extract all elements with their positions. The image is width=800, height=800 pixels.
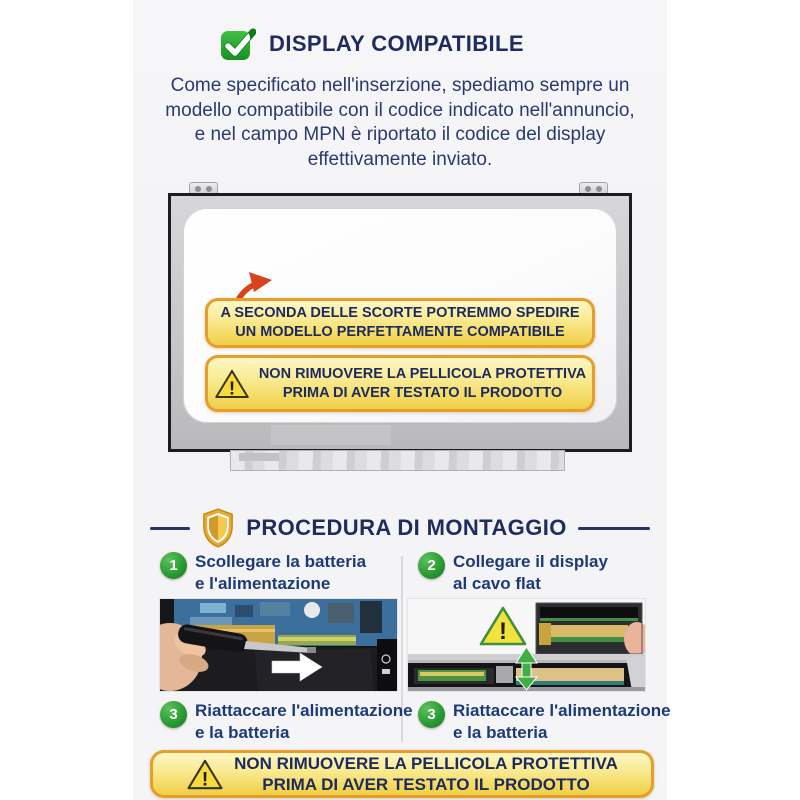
- step-text: [195, 700, 413, 744]
- step-line: al cavo flat: [453, 574, 541, 593]
- film-warning-text: [259, 365, 586, 403]
- warning-icon: [214, 368, 250, 400]
- shield-icon: [201, 508, 235, 548]
- film-warning-sticker: [205, 355, 595, 412]
- page-title: DISPLAY COMPATIBILE: [269, 31, 524, 56]
- banner-line: NON RIMUOVERE LA PELLICOLA PROTETTIVA: [234, 754, 618, 773]
- banner-line: PRIMA DI AVER TESTATO IL PRODOTTO: [262, 775, 590, 794]
- heading-rule-left: [150, 527, 190, 530]
- step-3-left: [160, 700, 413, 744]
- intro-line: modello compatibile con il codice indicato nell'annuncio,: [165, 99, 635, 121]
- stock-warning-text: [220, 304, 579, 342]
- check-icon: [220, 26, 256, 62]
- step-number-badge: 1: [160, 552, 187, 579]
- foil-strip: [230, 450, 565, 471]
- bezel-shading: [271, 425, 391, 445]
- photo-connect-flat-cable: [408, 599, 645, 691]
- footer-warning-text: [234, 753, 618, 795]
- photo-disconnect-battery: [160, 599, 397, 691]
- sticker-line: UN MODELLO PERFETTAMENTE COMPATIBILE: [235, 324, 565, 340]
- sticker-line: A SECONDA DELLE SCORTE POTREMMO SPEDIRE: [220, 305, 580, 321]
- procedure-column-1: [160, 551, 413, 744]
- step-3-right: [408, 700, 671, 744]
- exclamation-mark: !: [228, 377, 235, 399]
- title-row: [105, 26, 639, 62]
- step-line: e la batteria: [195, 723, 290, 742]
- warning-icon: [186, 758, 224, 791]
- footer-warning-banner: [150, 750, 654, 798]
- intro-line: Come specificato nell'inserzione, spediamo sempre un: [170, 75, 630, 96]
- step-line: Riattaccare l'alimentazione: [195, 701, 413, 720]
- heading-rule-right: [578, 527, 650, 530]
- step-2: [408, 551, 645, 595]
- procedure-column-2: [408, 551, 671, 744]
- step-text: [453, 700, 671, 744]
- step-line: Riattaccare l'alimentazione: [453, 701, 671, 720]
- sticker-line: NON RIMUOVERE LA PELLICOLA PROTETTIVA: [258, 365, 587, 382]
- step-number-badge: 3: [160, 701, 187, 728]
- step-line: Scollegare la batteria: [195, 552, 367, 571]
- step-line: e l'alimentazione: [195, 574, 331, 593]
- header-section: [133, 26, 667, 172]
- intro-line: e nel campo MPN è riportato il codice del display: [194, 124, 606, 145]
- step-1: [160, 551, 397, 595]
- step-number-badge: 3: [418, 701, 445, 728]
- lcd-panel-image: [168, 182, 632, 474]
- stock-warning-sticker: [205, 298, 595, 348]
- step-line: Collegare il display: [453, 552, 608, 571]
- step-number-badge: 2: [418, 552, 445, 579]
- intro-paragraph: [133, 74, 667, 172]
- procedure-heading: PROCEDURA DI MONTAGGIO: [246, 515, 567, 540]
- step-line: e la batteria: [453, 723, 548, 742]
- procedure-heading-row: [133, 508, 667, 548]
- step-text: [453, 551, 608, 595]
- step-text: [195, 551, 366, 595]
- exclamation-mark: !: [499, 618, 507, 645]
- sticker-line: PRIMA DI AVER TESTATO IL PRODOTTO: [282, 384, 563, 401]
- exclamation-mark: !: [201, 767, 209, 790]
- intro-line: effettivamente inviato.: [307, 148, 493, 170]
